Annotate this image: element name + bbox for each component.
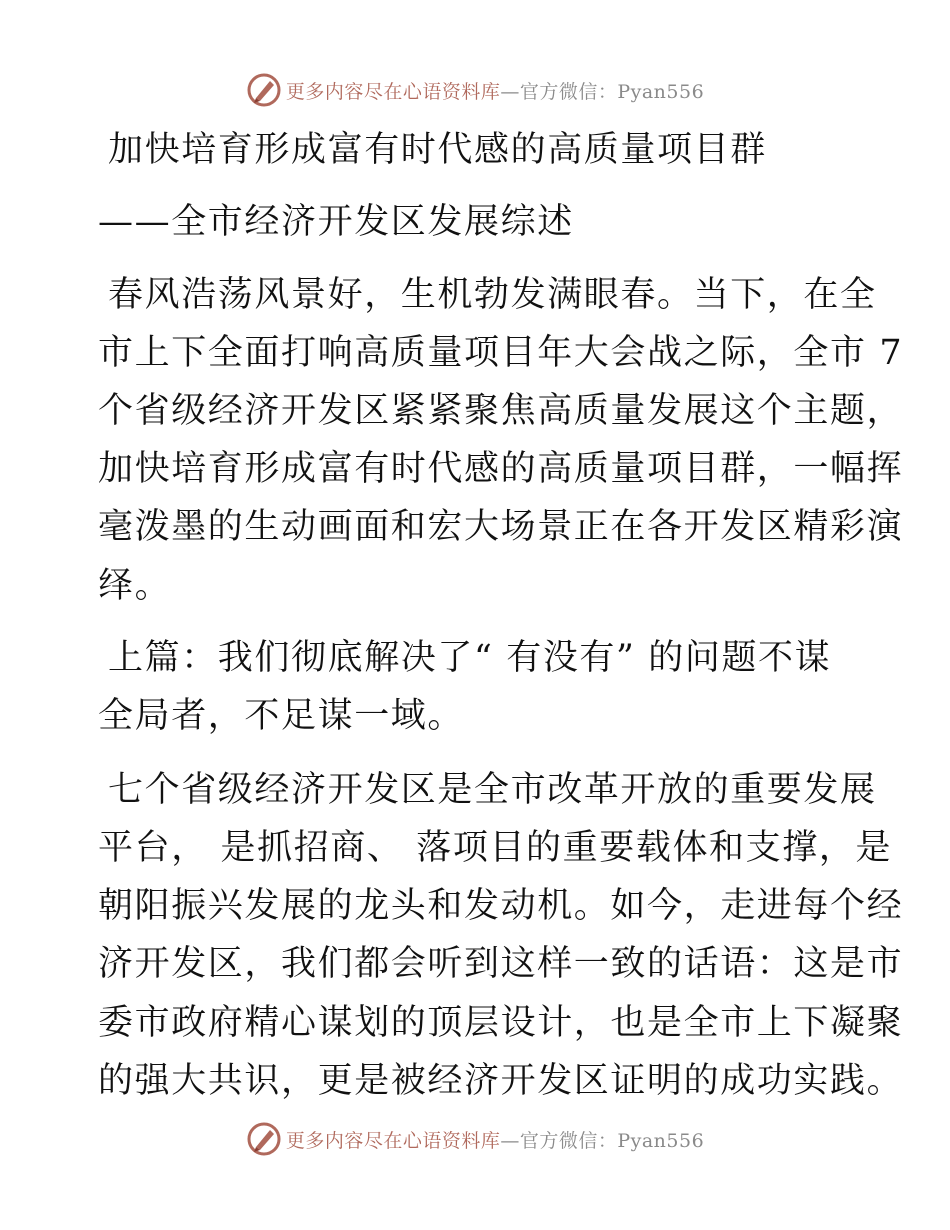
paragraph-line: 市上下全面打响高质量项目年大会战之际，全市 7 (98, 333, 904, 373)
paragraph-line: 绎。 (98, 566, 172, 606)
watermark-text: 更多内容尽在心语资料库 (285, 1129, 501, 1152)
paragraph-line: 毫泼墨的生动画面和宏大场景正在各开发区精彩演 (98, 507, 904, 547)
footer-watermark (0, 1119, 950, 1159)
paragraph-line: 济开发区，我们都会听到这样一致的话语：这是市 (98, 944, 904, 984)
paragraph-line: 春风浩荡风景好，生机勃发满眼春。当下，在全 (108, 275, 877, 315)
paragraph-line: 七个省级经济开发区是全市改革开放的重要发展 (108, 770, 877, 810)
document-subtitle: ——全市经济开发区发展综述 (98, 202, 574, 242)
paragraph-line: 上篇：我们彻底解决了“ 有没有” 的问题不谋 (108, 638, 832, 678)
paragraph-line: 个省级经济开发区紧紧聚焦高质量发展这个主题， (98, 391, 904, 431)
pen-logo-icon (246, 72, 282, 108)
watermark-accent: —官方微信：Pyan556 (500, 80, 705, 103)
paragraph-line: 全局者，不足谋一域。 (98, 696, 465, 736)
header-watermark (0, 70, 950, 110)
paragraph-line: 平台， 是抓招商、 落项目的重要载体和支撑，是 (98, 828, 893, 868)
paragraph-line: 委市政府精心谋划的顶层设计，也是全市上下凝聚 (98, 1003, 904, 1043)
document-title: 加快培育形成富有时代感的高质量项目群 (108, 130, 767, 170)
watermark-accent: —官方微信：Pyan556 (500, 1129, 705, 1152)
paragraph-line: 的强大共识，更是被经济开发区证明的成功实践。 (98, 1061, 904, 1101)
watermark-text: 更多内容尽在心语资料库 (285, 80, 501, 103)
pen-logo-icon (246, 1121, 282, 1157)
paragraph-line: 朝阳振兴发展的龙头和发动机。如今，走进每个经 (98, 886, 904, 926)
paragraph-line: 加快培育形成富有时代感的高质量项目群，一幅挥 (98, 449, 904, 489)
